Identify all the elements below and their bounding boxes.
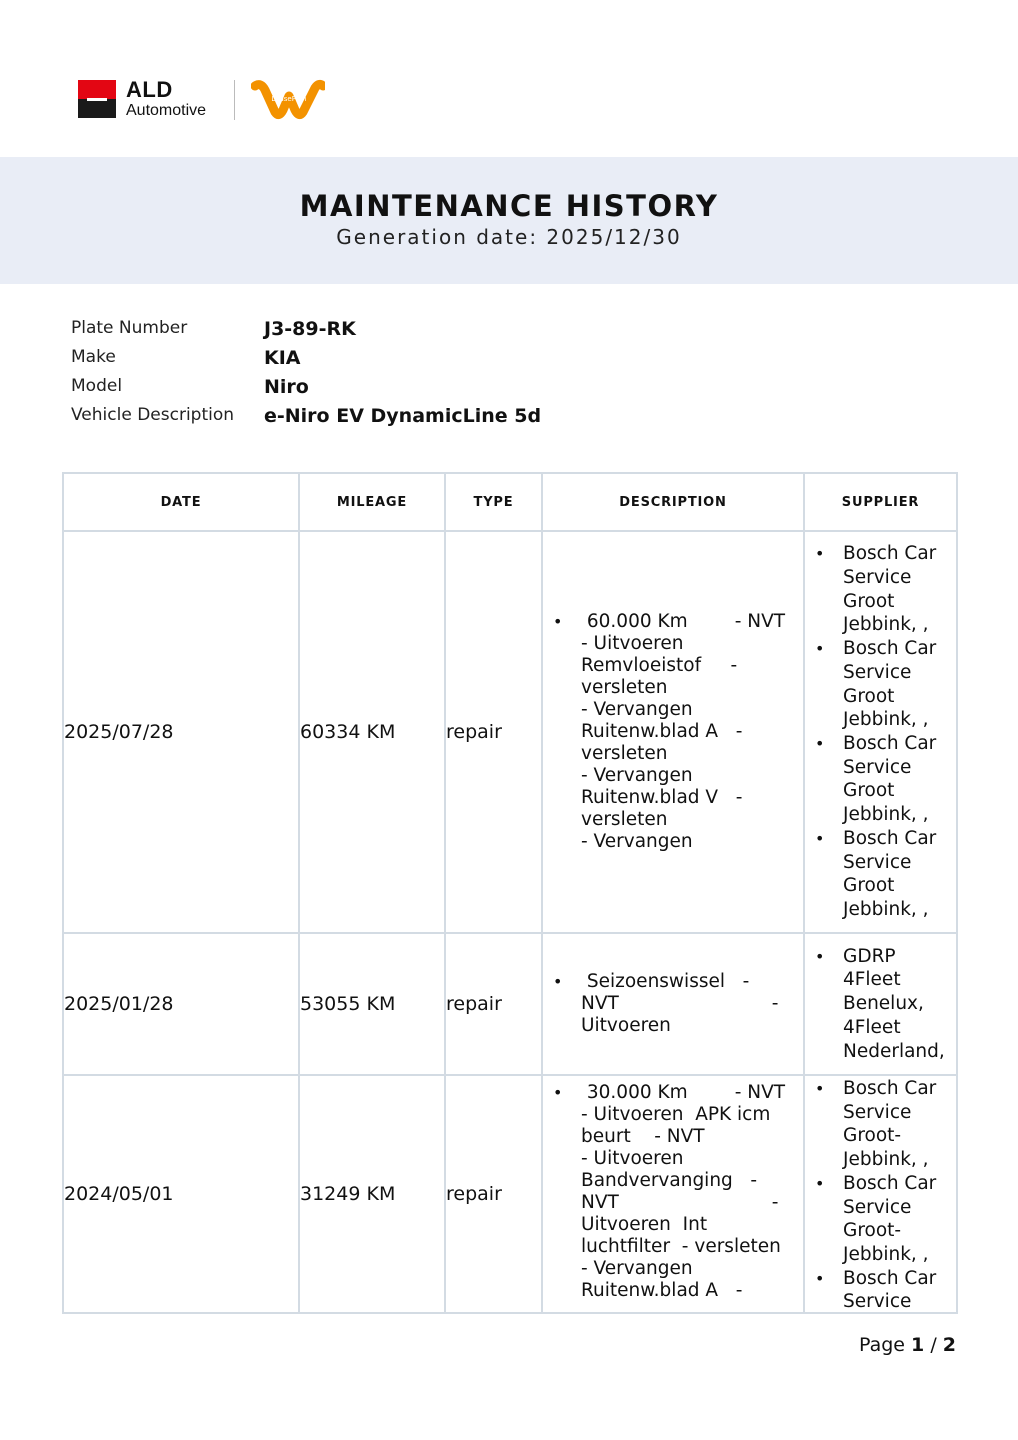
supplier-text: Bosch Car Service Groot Jebbink, , [843,733,937,826]
bullet-icon: • [553,972,563,991]
bullet-icon: • [815,639,825,659]
table-header-row [63,473,957,531]
type-cell: repair [445,531,542,933]
supplier-item [805,827,956,922]
supplier-text: GDRP 4Fleet Benelux, 4Fleet Nederland, [843,945,945,1062]
model-label: Model [71,376,123,396]
description-item [543,611,803,853]
make-value: KIA [264,347,301,369]
supplier-item [805,1077,956,1172]
column-header-supplier: SUPPLIER [804,473,957,531]
mileage-cell: 31249 KM [299,1075,445,1313]
model-value: Niro [264,376,309,398]
supplier-text: Bosch Car Service Groot-Jebbink, , [843,1078,937,1171]
ald-logo-line1: ALD [126,77,173,102]
description-text: Seizoenswissel - NVT - Uitvoeren [581,971,779,1036]
supplier-item [805,1267,956,1311]
vehicle-description-value: e-Niro EV DynamicLine 5d [264,405,542,427]
bullet-icon: • [815,1079,825,1098]
page-separator: / [930,1334,937,1356]
column-header-mileage: MILEAGE [299,473,445,531]
logo-divider [234,80,235,120]
supplier-cell [804,933,957,1075]
date-cell: 2025/07/28 [63,531,299,933]
bullet-icon: • [815,734,825,753]
mileage-cell: 60334 KM [299,531,445,933]
supplier-text: Bosch Car Service Groot Jebbink, , [843,827,937,920]
description-cell [542,933,804,1075]
maintenance-table [62,472,958,1314]
bullet-icon: • [815,1268,825,1288]
supplier-item [805,542,956,637]
date-cell: 2024/05/01 [63,1075,299,1313]
supplier-list [805,1077,956,1311]
page-title: MAINTENANCE HISTORY [299,189,719,223]
type-cell: repair [445,1075,542,1313]
description-cell [542,1075,804,1313]
column-header-description: DESCRIPTION [542,473,804,531]
table-row [63,531,957,933]
page-total: 2 [942,1334,956,1356]
supplier-list [805,945,956,1064]
page-indicator [859,1334,956,1356]
supplier-text: Bosch Car Service [843,1267,937,1311]
make-label: Make [71,347,116,367]
ald-logo-mark [78,80,116,118]
header-band [0,157,1018,284]
bullet-icon: • [815,946,825,966]
supplier-list [805,542,956,921]
generation-date: Generation date: 2025/12/30 [336,225,682,249]
plate-number-value: J3-89-RK [264,318,356,340]
mileage-cell: 53055 KM [299,933,445,1075]
type-cell: repair [445,933,542,1075]
supplier-cell [804,531,957,933]
supplier-item [805,945,956,1064]
date-cell: 2025/01/28 [63,933,299,1075]
bullet-icon: • [815,544,825,564]
page-current: 1 [911,1334,925,1356]
page-prefix: Page [858,1334,905,1356]
description-text: 60.000 Km - NVT - Uitvoeren Remvloeistof - versleten - Vervangen Ruitenw.blad A - versleten - Vervangen Ruitenw.blad V - versleten - Vervangen [581,611,786,852]
description-cell [542,531,804,933]
bullet-icon: • [553,1083,563,1102]
supplier-text: Bosch Car Service Groot Jebbink, , [843,543,937,636]
leaseplan-logo-text: LeasePlan [271,95,307,103]
supplier-text: Bosch Car Service Groot-Jebbink, , [843,1172,937,1265]
plate-number-label: Plate Number [71,318,188,338]
supplier-cell [804,1075,957,1313]
supplier-item [805,1172,956,1267]
supplier-item [805,732,956,827]
supplier-item [805,637,956,732]
description-item [543,1082,803,1306]
description-item [543,971,803,1037]
table-row [63,1075,957,1313]
vehicle-description-label: Vehicle Description [71,405,235,425]
table-row [63,933,957,1075]
ald-logo-text [126,78,206,120]
ald-logo-line2: Automotive [126,102,207,119]
supplier-text: Bosch Car Service Groot Jebbink, , [843,638,937,731]
leaseplan-logo [251,76,325,122]
column-header-type: TYPE [445,473,542,531]
description-text: 30.000 Km - NVT - Uitvoeren APK icm beurt - NVT - Uitvoeren Bandvervanging - NVT - Uitvoeren Int luchtfilter - versleten - Vervangen Ruitenw.blad A - [581,1082,786,1301]
column-header-date: DATE [63,473,299,531]
bullet-icon: • [815,828,825,848]
bullet-icon: • [815,1173,825,1193]
bullet-icon: • [553,612,563,631]
